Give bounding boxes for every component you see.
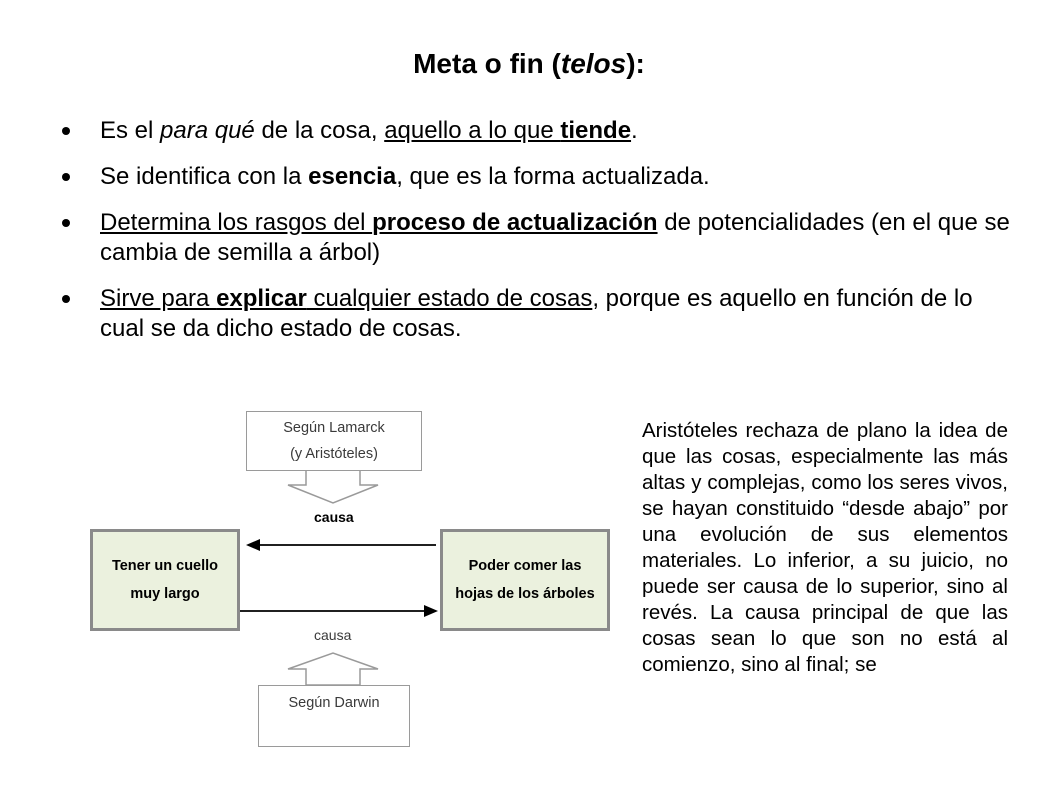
neck-box: Tener un cuello muy largo [90, 529, 240, 631]
bullet-list [62, 116, 1022, 360]
down-block-arrow-icon [288, 469, 378, 503]
up-block-arrow-icon [288, 653, 378, 685]
right-arrow-icon [424, 605, 438, 617]
causa-label-top: causa [314, 509, 354, 525]
lamarck-box: Según Lamarck (y Aristóteles) [246, 411, 422, 471]
bullet-item: Se identifica con la esencia, que es la forma actualizada. [62, 162, 1022, 192]
bullet-item: Determina los rasgos del proceso de actualización de potencialidades (en el que se cambia de semilla a árbol) [62, 208, 1022, 268]
bullet-item: Sirve para explicar cualquier estado de cosas, porque es aquello en función de lo cual se da dicho estado de cosas. [62, 284, 1022, 344]
darwin-box: Según Darwin [258, 685, 410, 747]
left-arrow-icon [246, 539, 260, 551]
causa-label-bottom: causa [314, 627, 352, 643]
causality-diagram [88, 405, 628, 793]
bullet-dot-icon [62, 219, 70, 227]
leaves-box: Poder comer las hojas de los árboles [440, 529, 610, 631]
bullet-dot-icon [62, 173, 70, 181]
bullet-dot-icon [62, 127, 70, 135]
page-title: Meta o fin (telos): [413, 48, 645, 79]
aristotle-paragraph: Aristóteles rechaza de plano la idea de que las cosas, especialmente las más altas y complejas, como los seres vivos, se hayan constituido “desde abajo” por una evolución de sus elementos materiales. Lo inferior, a su juicio, no puede ser causa de lo superior, sino al revés. La causa principal de que las cosas sean lo que son no está al comienzo, sino al final; se [642, 419, 1008, 676]
bullet-dot-icon [62, 295, 70, 303]
bullet-item: Es el para qué de la cosa, aquello a lo que tiende. [62, 116, 1022, 146]
